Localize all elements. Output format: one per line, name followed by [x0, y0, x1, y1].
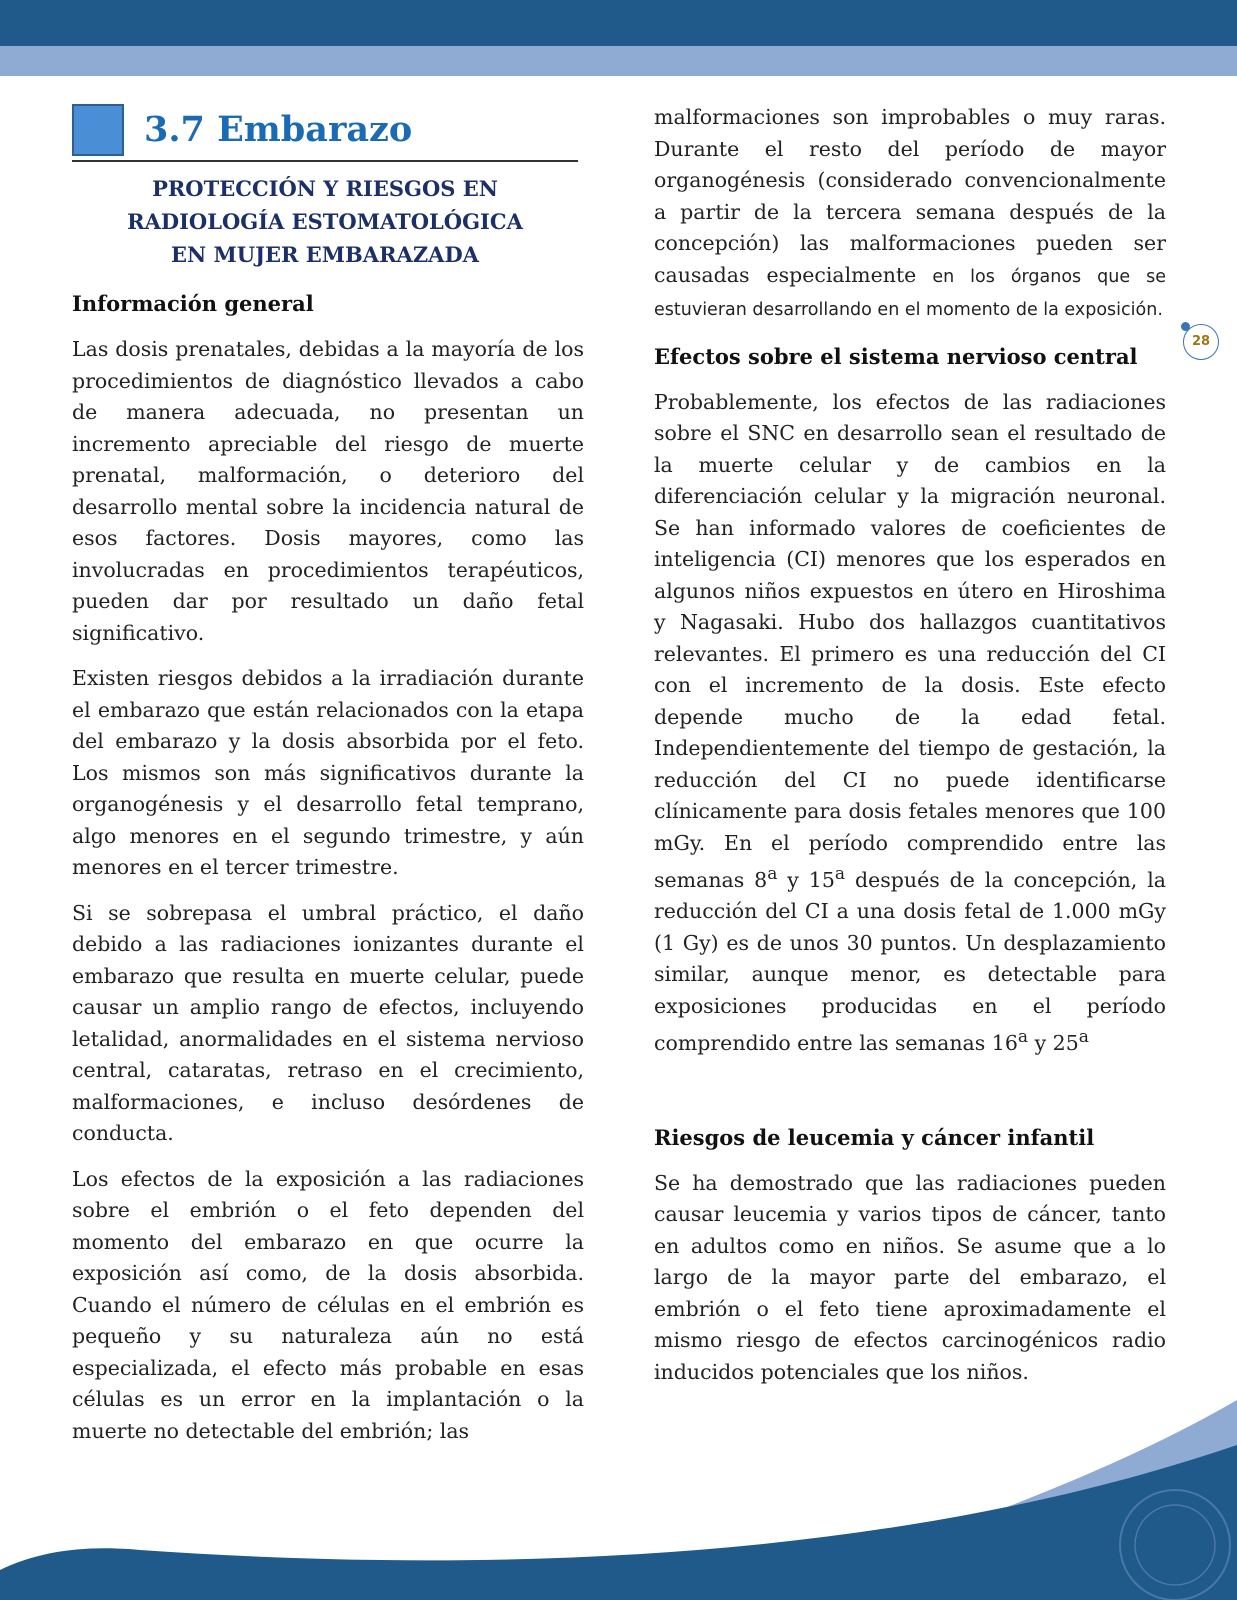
left-column: [72, 288, 584, 1461]
heading-cns-effects: Efectos sobre el sistema nervioso central: [654, 343, 1138, 369]
document-title-line: RADIOLOGÍA ESTOMATOLÓGICA: [127, 209, 523, 234]
paragraph: Se ha demostrado que las radiaciones pueden causar leucemia y varios tipos de cáncer, tanto en adultos como en niños. Se asume que a lo largo de la mayor parte del embarazo, el embrión o el feto tiene aproximadamente el mismo riesgo de efectos carcinogénicos radio inducidos potenciales que los niños.: [654, 1170, 1166, 1384]
heading-general-info: Información general: [72, 291, 314, 316]
paragraph: Las dosis prenatales, debidas a la mayoría de los procedimientos de diagnóstico llevados a cabo de manera adecuada, no presentan un incremento apreciable del riesgo de muerte prenatal, malformación, o deterioro del desarrollo mental sobre la incidencia natural de esos factores. Dosis mayores, como las involucradas en procedimientos terapéuticos, pueden dar por resultado un daño fetal significativo.: [72, 337, 584, 645]
paragraph: Si se sobrepasa el umbral práctico, el daño debido a las radiaciones ionizantes durante el embarazo que resulta en muerte celular, puede causar un amplio rango de efectos, incluyendo letalidad, anormalidades en el sistema nervioso central, cataratas, retraso en el crecimiento, malformaciones, e incluso desórdenes de conducta.: [72, 900, 584, 1145]
paragraph-text: y 25: [1028, 1031, 1079, 1056]
footer-wave-dark: [0, 1445, 1237, 1600]
paragraph-text: y 15: [777, 867, 835, 892]
paragraph: Existen riesgos debidos a la irradiación durante el embarazo que están relacionados con la etapa del embarazo y la dosis absorbida por el feto. Los mismos son más significativos durante la organogénesis y el desarrollo fetal temprano, algo menores en el segundo trimestre, y aún menores en el tercer trimestre.: [72, 666, 584, 879]
paragraph: Los efectos de la exposición a las radiaciones sobre el embrión o el feto dependen del momento del embarazo en que ocurre la exposición así como, de la dosis absorbida. Cuando el número de células en el embrión es pequeño y su naturaleza aún no está especializada, el efecto más probable en esas células es un error en la implantación o la muerte no detectable del embrión; las: [72, 1166, 584, 1443]
header-bar: [0, 0, 1237, 46]
section-header: [72, 104, 578, 162]
paragraph-text-tail: en los órganos que se estuvieran desarrollando en el momento de la exposición.: [654, 266, 1166, 320]
document-title-line: PROTECCIÓN Y RIESGOS EN: [152, 176, 498, 201]
paragraph-text: malformaciones son improbables o muy raras. Durante el resto del período de mayor organogénesis (considerado convencionalmente a partir de la tercera semana después de la concepción) las malformaciones pueden ser causadas especialmente: [654, 105, 1166, 287]
paragraph-text: Probablemente, los efectos de las radiaciones sobre el SNC en desarrollo sean el resultado de la muerte celular y de cambios en la diferenciación celular y la migración neuronal. Se han informado valores de coeficientes de inteligencia (CI) menores que los esperados en algunos niños expuestos en útero en Hiroshima y Nagasaki. Hubo dos hallazgos cuantitativos relevantes. El primero es una reducción del CI con el incremento de la dosis. Este efecto depende mucho de la edad fetal. Independientemente del tiempo de gestación, la reducción del CI no puede identificarse clínicamente para dosis fetales menores que 100 mGy. En el período comprendido entre las semanas 8: [654, 389, 1166, 892]
page-number: 28: [1183, 324, 1219, 360]
superscript: a: [834, 864, 846, 884]
section-title: 3.7 Embarazo: [144, 109, 413, 150]
superscript: a: [1078, 1027, 1089, 1048]
right-column: [654, 102, 1166, 1402]
paragraph-continued: [654, 102, 1166, 327]
header-band: [0, 46, 1237, 76]
footer-wave: [0, 1400, 1237, 1600]
paragraph-text: después de la concepción, la reducción del CI a una dosis fetal de 1.000 mGy (1 Gy) es de unos 30 puntos. Un desplazamiento similar, aunque menor, es detectable para exposiciones producidas en el período comprendido entre las semanas 16: [654, 867, 1166, 1056]
superscript: a: [767, 864, 778, 884]
paragraph-cns: [654, 387, 1166, 1060]
superscript: a: [1017, 1027, 1029, 1048]
heading-leukemia-risk: Riesgos de leucemia y cáncer infantil: [654, 1124, 1095, 1150]
document-title: [72, 172, 578, 271]
section-marker-square: [72, 104, 124, 156]
document-title-line: EN MUJER EMBARAZADA: [171, 242, 479, 267]
